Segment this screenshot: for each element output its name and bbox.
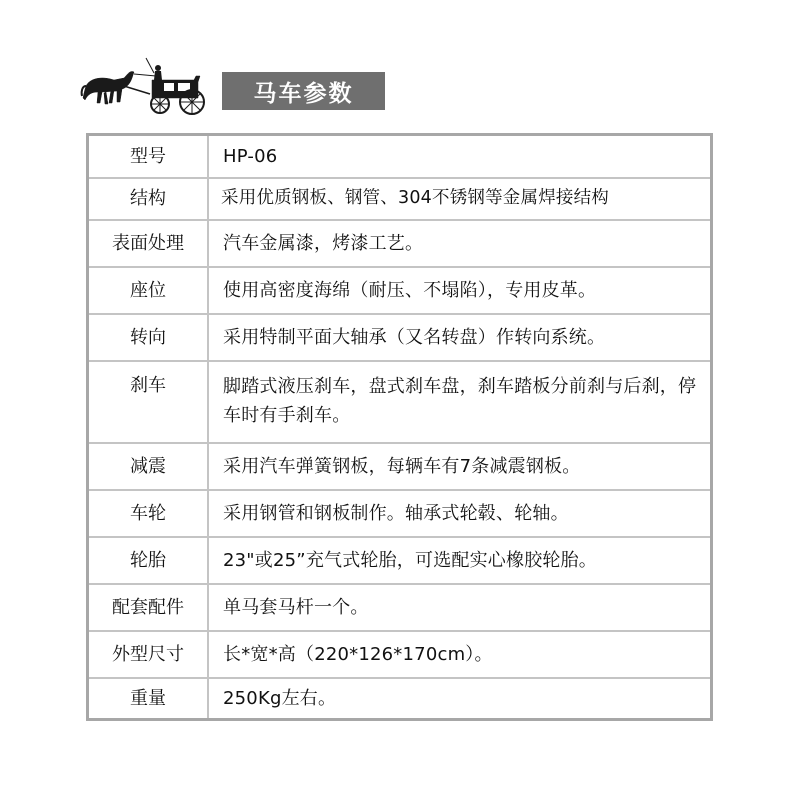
table-row bbox=[88, 267, 712, 314]
table-row bbox=[88, 443, 712, 490]
spec-label: 转向 bbox=[88, 314, 209, 361]
spec-table bbox=[86, 133, 713, 721]
spec-label: 配套配件 bbox=[88, 584, 209, 631]
spec-value: 使用高密度海绵（耐压、不塌陷），专用皮革。 bbox=[208, 267, 712, 314]
spec-label: 座位 bbox=[88, 267, 209, 314]
spec-label: 重量 bbox=[88, 678, 209, 720]
table-row bbox=[88, 584, 712, 631]
spec-value: 采用特制平面大轴承（又名转盘）作转向系统。 bbox=[208, 314, 712, 361]
spec-label: 表面处理 bbox=[88, 220, 209, 267]
table-row bbox=[88, 178, 712, 220]
spec-value: 汽车金属漆，烤漆工艺。 bbox=[208, 220, 712, 267]
spec-label: 型号 bbox=[88, 135, 209, 178]
table-row bbox=[88, 314, 712, 361]
spec-value: 250Kg左右。 bbox=[208, 678, 712, 720]
spec-value: 长*宽*高（220*126*170cm）。 bbox=[208, 631, 712, 678]
spec-value: 采用汽车弹簧钢板，每辆车有7条减震钢板。 bbox=[208, 443, 712, 490]
spec-label: 外型尺寸 bbox=[88, 631, 209, 678]
table-row bbox=[88, 220, 712, 267]
table-row bbox=[88, 135, 712, 178]
section-title: 马车参数 bbox=[222, 72, 385, 110]
table-row bbox=[88, 490, 712, 537]
spec-value: 采用钢管和钢板制作。轴承式轮毂、轮轴。 bbox=[208, 490, 712, 537]
spec-value: 脚踏式液压刹车，盘式刹车盘，刹车踏板分前刹与后刹，停车时有手刹车。 bbox=[208, 361, 712, 443]
horse-carriage-icon bbox=[80, 56, 212, 118]
table-row bbox=[88, 361, 712, 443]
table-row bbox=[88, 678, 712, 720]
spec-label: 减震 bbox=[88, 443, 209, 490]
spec-label: 结构 bbox=[88, 178, 209, 220]
spec-value: 单马套马杆一个。 bbox=[208, 584, 712, 631]
spec-value: HP-06 bbox=[208, 135, 712, 178]
spec-label: 刹车 bbox=[88, 361, 209, 443]
spec-value: 23"或25”充气式轮胎，可选配实心橡胶轮胎。 bbox=[208, 537, 712, 584]
table-row bbox=[88, 631, 712, 678]
spec-value: 采用优质钢板、钢管、304不锈钢等金属焊接结构 bbox=[208, 178, 712, 220]
spec-label: 车轮 bbox=[88, 490, 209, 537]
spec-label: 轮胎 bbox=[88, 537, 209, 584]
table-row bbox=[88, 537, 712, 584]
